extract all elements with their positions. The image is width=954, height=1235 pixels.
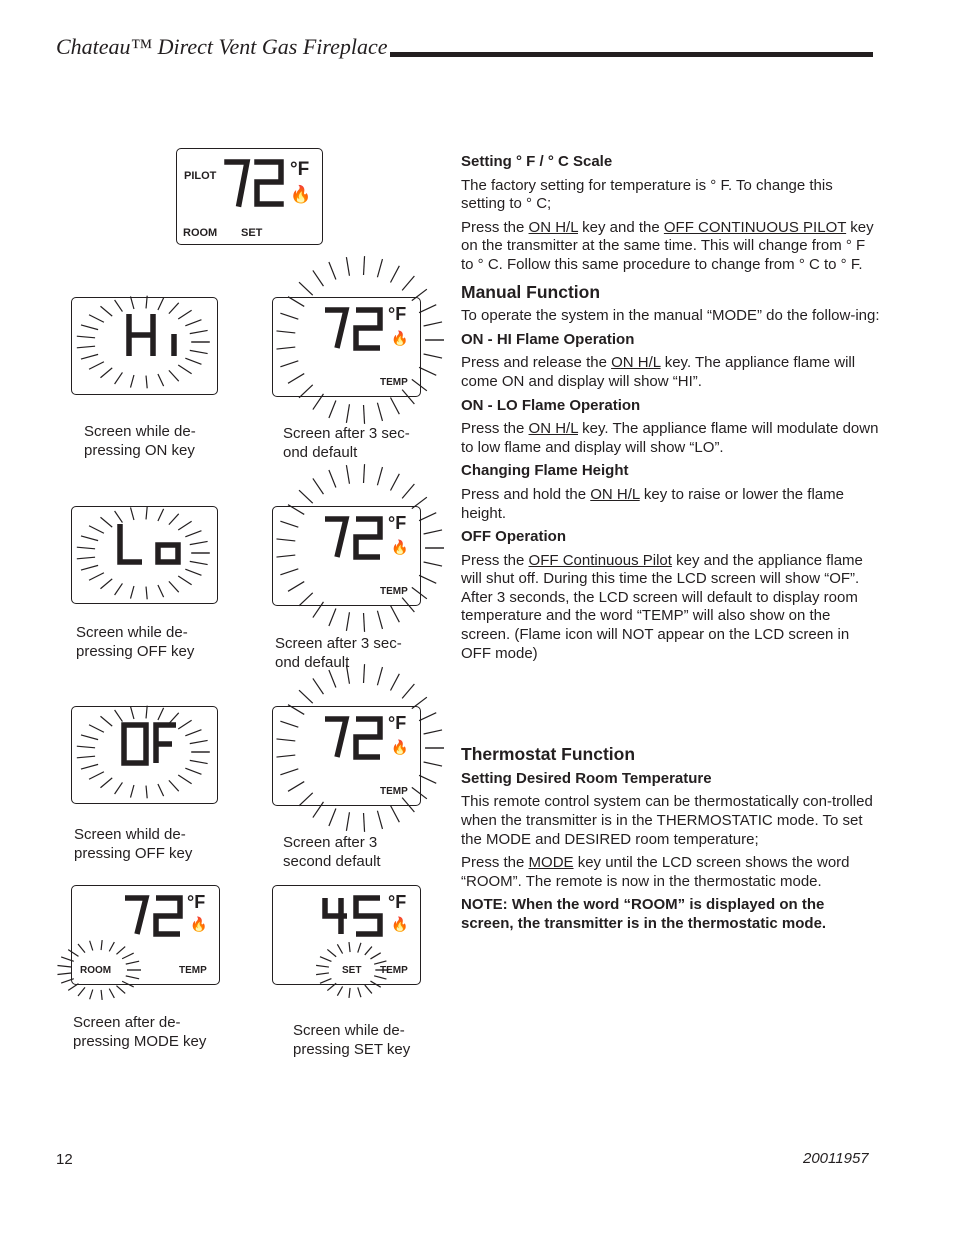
flash-ray	[424, 562, 442, 566]
flash-ray	[77, 756, 95, 758]
flash-ray	[169, 780, 179, 791]
flame-icon: 🔥	[391, 916, 409, 932]
flash-ray	[288, 582, 304, 592]
off-heading: OFF Operation	[461, 528, 566, 546]
flash-ray	[424, 530, 442, 534]
height-heading: Changing Flame Height	[461, 462, 629, 480]
flash-ray	[364, 613, 365, 632]
flash-ray	[349, 988, 350, 998]
flash-ray	[158, 585, 164, 597]
lcd-unit: °F	[290, 159, 310, 180]
flash-ray	[185, 320, 201, 326]
flash-ray	[81, 764, 98, 769]
flash-ray	[349, 942, 350, 952]
text: key and the	[577, 218, 664, 236]
flash-ray	[329, 262, 336, 280]
text: key. The appliance flame will come ON and display will show “HI”.	[461, 354, 856, 390]
flash-ray	[419, 775, 436, 783]
flash-ray	[77, 557, 95, 559]
flash-ray	[299, 793, 313, 806]
flash-ray	[288, 505, 304, 515]
flash-ray	[126, 976, 139, 979]
hi-paragraph	[461, 354, 881, 391]
flash-ray	[185, 531, 201, 537]
flash-ray	[81, 536, 98, 541]
flash-ray	[81, 735, 98, 740]
flash-ray	[280, 769, 298, 775]
flash-ray	[178, 576, 191, 585]
flash-ray	[346, 257, 349, 276]
flash-ray	[377, 811, 382, 829]
flash-ray	[169, 370, 179, 381]
text: Press and hold the	[461, 485, 591, 503]
flash-ray	[346, 465, 349, 484]
flash-ray	[131, 706, 134, 719]
flash-ray	[115, 583, 123, 595]
flash-ray	[299, 593, 313, 606]
flash-ray	[178, 365, 191, 374]
flash-ray	[78, 987, 85, 996]
flash-ray	[377, 467, 382, 485]
flash-ray	[329, 400, 336, 418]
flash-ray	[280, 361, 298, 367]
flash-ray	[81, 354, 98, 359]
caption-line: Screen while de-	[76, 624, 188, 641]
flash-ray	[320, 957, 331, 962]
flash-ray	[115, 782, 123, 794]
caption-set	[293, 1022, 410, 1059]
flash-ray	[169, 713, 179, 724]
flash-ray	[276, 755, 295, 757]
flash-ray	[402, 684, 414, 698]
flash-ray	[131, 296, 134, 309]
flash-ray	[280, 313, 298, 319]
lcd-temp-label: TEMP	[380, 377, 408, 388]
flash-ray	[364, 813, 365, 832]
flash-ray	[288, 782, 304, 792]
flash-ray	[100, 368, 112, 378]
key-name: ON H/L	[611, 354, 661, 372]
flash-ray	[299, 282, 313, 295]
flash-ray	[178, 521, 191, 530]
flame-icon: 🔥	[190, 916, 208, 932]
document-number: 20011957	[803, 1150, 869, 1167]
flash-ray	[390, 266, 399, 283]
text: key to raise or lower the flame height.	[461, 485, 844, 522]
flash-ray	[390, 474, 399, 491]
flash-ray	[185, 768, 201, 774]
flash-ray	[109, 942, 114, 951]
key-name: OFF CONTINUOUS PILOT	[663, 218, 847, 236]
caption-line: ond default	[275, 653, 350, 671]
flash-ray	[178, 310, 191, 319]
caption-temp-2	[275, 635, 402, 672]
flash-ray	[329, 470, 336, 488]
flash-ray	[424, 322, 442, 326]
flash-ray	[131, 375, 134, 388]
caption-line: pressing SET key	[293, 1040, 411, 1058]
flash-ray	[57, 966, 71, 967]
flash-ray	[327, 983, 336, 990]
flash-ray	[100, 579, 112, 589]
flash-ray	[288, 705, 304, 715]
flash-ray	[370, 981, 380, 987]
caption-of	[74, 826, 192, 863]
lcd-set-label: SET	[241, 227, 263, 239]
flash-ray	[131, 586, 134, 599]
flash-ray	[412, 379, 427, 390]
flash-ray	[90, 989, 93, 999]
flash-ray	[402, 598, 414, 612]
thermostat-heading: Thermostat Function	[461, 744, 636, 765]
flash-ray	[89, 725, 104, 733]
flash-ray	[316, 965, 329, 967]
flash-ray	[337, 986, 342, 995]
note-paragraph: NOTE: When the word “ROOM” is displayed on the screen, the transmitter is in the thermostatic mode.	[461, 896, 827, 932]
flash-ray	[61, 957, 74, 961]
flash-ray	[158, 374, 164, 386]
flash-ray	[190, 541, 208, 544]
flash-ray	[122, 953, 134, 959]
flash-ray	[89, 315, 104, 323]
flash-ray	[190, 330, 208, 333]
page-number: 12	[56, 1151, 73, 1168]
flash-ray	[89, 573, 104, 581]
flash-ray	[288, 297, 304, 307]
flash-ray	[327, 949, 336, 956]
flash-ray	[122, 981, 134, 987]
flash-ray	[365, 947, 372, 955]
flash-ray	[61, 979, 74, 983]
caption-line: pressing MODE key	[73, 1032, 207, 1050]
flash-ray	[81, 565, 98, 570]
text: Press the	[461, 854, 529, 872]
manual-heading: Manual Function	[461, 281, 601, 302]
flash-ray	[100, 716, 112, 726]
flash-ray	[313, 478, 324, 494]
flash-ray	[370, 953, 380, 959]
flash-ray	[77, 346, 95, 348]
flash-ray	[365, 985, 372, 993]
flash-ray	[185, 358, 201, 364]
flash-ray	[346, 404, 349, 423]
caption-line: Screen while de-	[84, 423, 196, 440]
flash-ray	[169, 514, 179, 525]
flash-ray	[146, 507, 147, 520]
flash-ray	[358, 943, 361, 953]
flash-ray	[280, 521, 298, 527]
flash-ray	[346, 812, 349, 831]
flame-icon: 🔥	[290, 185, 312, 204]
text: Press the	[461, 420, 529, 438]
flash-ray	[276, 331, 295, 333]
flash-ray	[116, 986, 125, 994]
flash-ray	[57, 973, 71, 974]
flash-ray	[109, 989, 114, 998]
flash-ray	[346, 612, 349, 631]
caption-line: Screen whild de-	[74, 826, 186, 843]
flash-ray	[329, 808, 336, 826]
flash-ray	[81, 325, 98, 330]
flash-ray	[276, 539, 295, 541]
caption-line: Screen after 3 sec-	[275, 635, 402, 652]
flash-ray	[419, 575, 436, 583]
lcd-room-label: ROOM	[183, 227, 218, 239]
flash-ray	[190, 760, 208, 763]
flash-ray	[390, 606, 399, 623]
lcd-temp-label: TEMP	[179, 965, 207, 976]
hi-heading: ON - HI Flame Operation	[461, 330, 635, 348]
flash-ray	[364, 405, 365, 424]
flame-icon: 🔥	[391, 330, 409, 346]
flash-ray	[169, 581, 179, 592]
desired-paragraph-1: This remote control system can be thermostatically con-trolled when the transmitter is in the THERMOSTATIC mode. To set the MODE and DESIRED room temperature;	[461, 793, 873, 848]
flash-ray	[158, 298, 164, 310]
flash-ray	[337, 944, 342, 953]
flash-ray	[419, 713, 436, 721]
caption-temp-1	[283, 425, 410, 462]
lcd-temp-label: TEMP	[380, 586, 408, 597]
caption-temp-3	[283, 834, 381, 871]
key-name: MODE	[528, 854, 574, 872]
lcd-unit: °F	[388, 304, 407, 324]
key-name: ON H/L	[528, 420, 578, 438]
flash-ray	[126, 961, 139, 964]
flash-ray	[280, 721, 298, 727]
flash-ray	[364, 256, 365, 275]
flash-ray	[158, 509, 164, 521]
flash-ray	[89, 526, 104, 534]
flash-ray	[131, 785, 134, 798]
flash-ray	[424, 354, 442, 358]
flash-ray	[100, 778, 112, 788]
flash-ray	[131, 507, 134, 520]
scale-paragraph-1: The factory setting for temperature is ° F. To change this setting to ° C;	[461, 176, 833, 213]
flash-ray	[424, 730, 442, 734]
flash-ray	[374, 961, 386, 964]
scale-heading: Setting ° F / ° C Scale	[461, 153, 613, 170]
lcd-temp-label: TEMP	[380, 786, 408, 797]
flash-ray	[313, 602, 324, 618]
flash-ray	[101, 990, 102, 1000]
height-paragraph	[461, 486, 881, 523]
flash-ray	[412, 787, 427, 798]
flash-ray	[313, 802, 324, 818]
desired-paragraph-2	[461, 854, 881, 891]
flash-ray	[419, 305, 436, 313]
flame-icon: 🔥	[391, 739, 409, 755]
flash-ray	[158, 784, 164, 796]
flash-ray	[299, 490, 313, 503]
flash-ray	[377, 403, 382, 421]
lcd-pilot-label: PILOT	[184, 170, 217, 182]
lcd-unit: °F	[388, 713, 407, 733]
flash-ray	[299, 385, 313, 398]
flash-ray	[158, 708, 164, 720]
flash-ray	[146, 786, 147, 799]
flash-ray	[190, 350, 208, 353]
lo-heading: ON - LO Flame Operation	[461, 396, 641, 414]
flash-ray	[316, 973, 329, 975]
flash-ray	[77, 746, 95, 748]
flash-ray	[89, 362, 104, 370]
text: key until the LCD screen shows the word “ROOM”. The remote is now in the thermostatic mode.	[461, 854, 850, 890]
caption-hi	[84, 423, 196, 460]
flash-ray	[78, 944, 85, 953]
caption-line: second default	[283, 852, 381, 870]
manual-paragraph: To operate the system in the manual “MODE” do the follow-ing:	[461, 307, 880, 325]
caption-line: pressing ON key	[84, 441, 195, 459]
caption-line: pressing OFF key	[74, 844, 193, 862]
off-paragraph	[461, 552, 881, 664]
flash-ray	[419, 513, 436, 521]
flash-ray	[329, 670, 336, 688]
text: Press the	[461, 551, 529, 569]
caption-line: Screen while de-	[293, 1022, 405, 1039]
flash-ray	[77, 336, 95, 338]
caption-line: ond default	[283, 443, 358, 461]
caption-line: Screen after de-	[73, 1014, 181, 1031]
flash-ray	[412, 497, 427, 508]
flash-ray	[185, 569, 201, 575]
flash-ray	[89, 772, 104, 780]
text: key on the transmitter at the same time. This will change from ° F to ° C. Follow this same procedure to change from ° C to ° F.	[461, 218, 874, 273]
flash-ray	[313, 270, 324, 286]
key-name: ON H/L	[590, 485, 640, 503]
flash-ray	[313, 394, 324, 410]
flash-ray	[101, 940, 102, 950]
key-name: OFF Continuous Pilot	[528, 551, 672, 569]
flash-ray	[115, 511, 123, 523]
flash-ray	[276, 739, 295, 741]
lcd-room-label: ROOM	[80, 965, 112, 976]
flash-ray	[358, 987, 361, 997]
flash-ray	[280, 569, 298, 575]
flash-ray	[402, 798, 414, 812]
flash-ray	[288, 374, 304, 384]
flash-ray	[146, 587, 147, 600]
flash-ray	[412, 587, 427, 598]
lcd-unit: °F	[187, 892, 206, 912]
flash-ray	[424, 762, 442, 766]
lcd-unit: °F	[388, 513, 407, 533]
lcd-unit: °F	[388, 892, 407, 912]
flash-ray	[390, 674, 399, 691]
flash-ray	[190, 740, 208, 743]
flash-ray	[100, 306, 112, 316]
flash-ray	[116, 947, 125, 955]
flash-ray	[329, 608, 336, 626]
header-title: Chateau™ Direct Vent Gas Fireplace	[56, 34, 388, 59]
instructions-column	[461, 153, 881, 939]
key-name: ON H/L	[528, 218, 578, 236]
text: Press and release the	[461, 354, 612, 372]
flash-ray	[115, 710, 123, 722]
flash-ray	[412, 697, 427, 708]
flash-ray	[178, 775, 191, 784]
flash-ray	[402, 390, 414, 404]
flame-icon: 🔥	[391, 539, 409, 555]
flash-ray	[185, 730, 201, 736]
flash-ray	[77, 547, 95, 549]
text: key. The appliance flame will modulate down to low flame and display will show “LO”.	[461, 420, 879, 456]
text: key and the appliance flame will shut off. During this time the LCD screen will show “OF”. After 3 seconds, the LCD screen will default to display room temperature and the word “TEMP” will also show on the screen. (Flame icon will NOT appear on the LCD screen in OFF mode)	[461, 551, 863, 662]
caption-lo	[76, 624, 194, 661]
text: Press the	[461, 218, 529, 236]
flash-ray	[146, 706, 147, 719]
flash-ray	[68, 984, 78, 991]
flash-ray	[412, 289, 427, 300]
flash-ray	[115, 300, 123, 312]
flash-ray	[402, 276, 414, 290]
flash-ray	[374, 976, 386, 979]
flash-ray	[68, 950, 78, 957]
flash-ray	[115, 372, 123, 384]
flash-ray	[146, 376, 147, 389]
desired-heading: Setting Desired Room Temperature	[461, 769, 712, 787]
flash-ray	[178, 720, 191, 729]
flash-ray	[402, 484, 414, 498]
caption-mode	[73, 1014, 206, 1051]
flash-ray	[390, 398, 399, 415]
flash-ray	[320, 979, 331, 984]
lo-paragraph	[461, 420, 881, 457]
caption-line: Screen after 3	[283, 834, 378, 851]
flash-ray	[100, 517, 112, 527]
flash-ray	[276, 555, 295, 557]
flash-ray	[299, 690, 313, 703]
flash-ray	[90, 941, 93, 951]
lcd-set-label: SET	[342, 965, 362, 976]
flash-ray	[276, 347, 295, 349]
flash-ray	[313, 678, 324, 694]
flash-ray	[377, 611, 382, 629]
flash-ray	[377, 259, 382, 277]
flash-ray	[190, 561, 208, 564]
flash-ray	[364, 464, 365, 483]
caption-line: Screen after 3 sec-	[283, 425, 410, 442]
flash-ray	[419, 367, 436, 375]
flash-ray	[169, 303, 179, 314]
flash-ray	[390, 806, 399, 823]
lcd-temp-label: TEMP	[380, 965, 408, 976]
scale-paragraph-2	[461, 219, 881, 275]
caption-line: pressing OFF key	[76, 642, 195, 660]
flash-ray	[146, 296, 147, 309]
